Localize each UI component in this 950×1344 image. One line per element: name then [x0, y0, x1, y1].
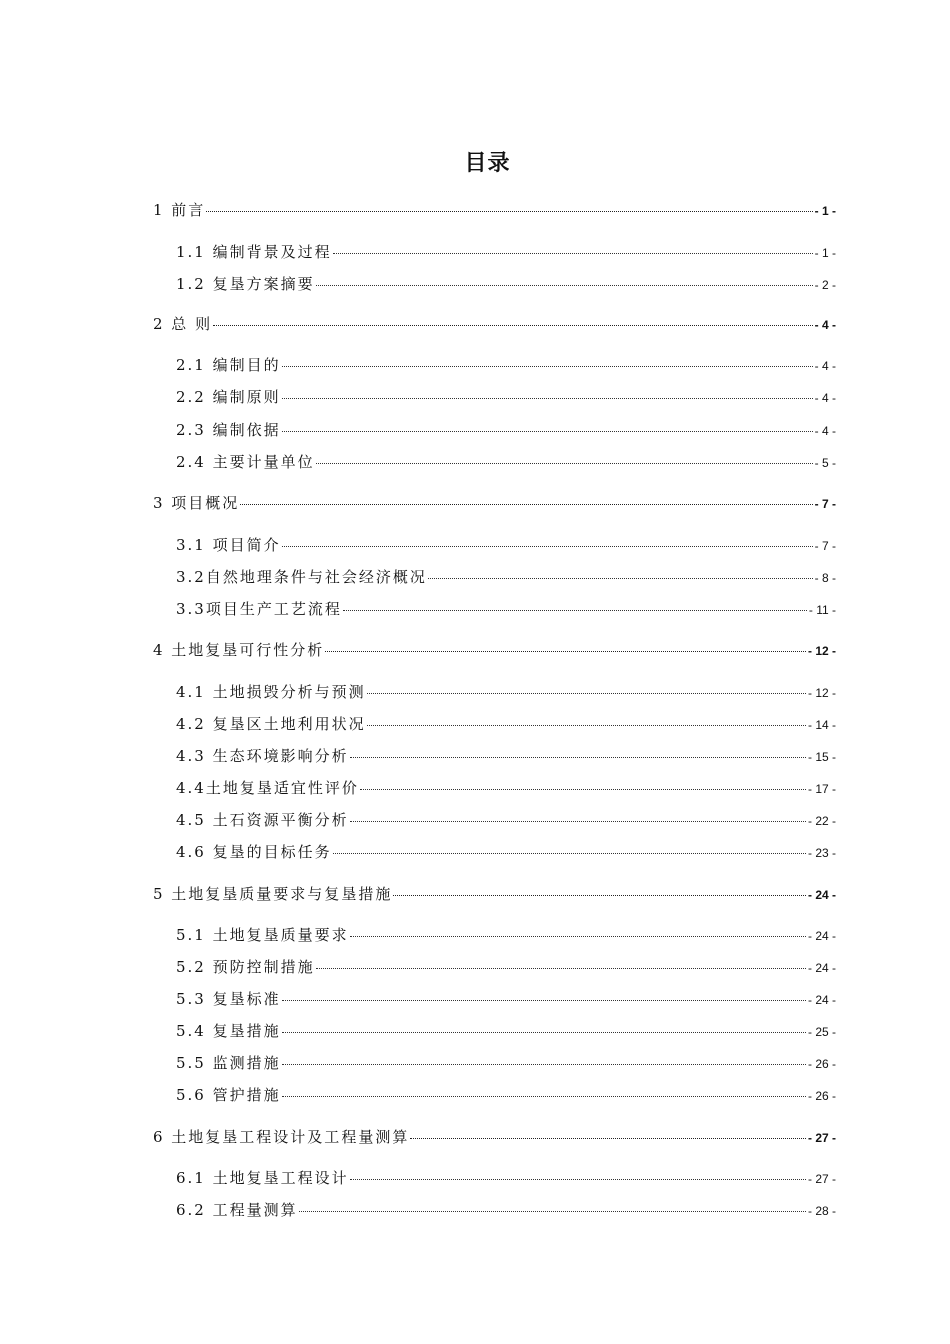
toc-dot-leader: [206, 210, 812, 212]
toc-page-number: - 12 -: [807, 686, 836, 700]
toc-dot-leader: [240, 503, 812, 505]
toc-section-entry[interactable]: [176, 776, 836, 800]
toc-page-number: - 12 -: [807, 644, 836, 658]
toc-page-number: - 1 -: [814, 204, 836, 218]
toc-page-number: - 15 -: [807, 750, 836, 764]
toc-page-number: - 27 -: [807, 1172, 836, 1186]
toc-dot-leader: [282, 999, 806, 1001]
toc-section-entry[interactable]: [176, 1083, 836, 1107]
toc-section-entry[interactable]: [176, 1166, 836, 1190]
toc-entry-label: 1.2 复垦方案摘要: [176, 275, 315, 293]
toc-page-number: - 1 -: [814, 246, 836, 260]
toc-entry-label: 6.2 工程量测算: [176, 1201, 298, 1219]
toc-section-entry[interactable]: [176, 272, 836, 296]
toc-page-number: - 23 -: [807, 846, 836, 860]
toc-section-entry[interactable]: [176, 923, 836, 947]
toc-section-entry[interactable]: [176, 597, 836, 621]
toc-section-entry[interactable]: [176, 744, 836, 768]
toc-dot-leader: [428, 577, 813, 579]
toc-entry-label: 2.4 主要计量单位: [176, 453, 315, 471]
toc-chapter-entry[interactable]: [153, 1125, 836, 1149]
toc-title: 目录: [464, 151, 511, 176]
toc-page-number: - 7 -: [814, 539, 836, 553]
toc-dot-leader: [282, 365, 813, 367]
toc-chapter-entry[interactable]: [153, 198, 836, 222]
toc-entry-label: 4.5 土石资源平衡分析: [176, 811, 349, 829]
toc-dot-leader: [360, 788, 806, 790]
toc-section-entry[interactable]: [176, 712, 836, 736]
toc-section-entry[interactable]: [176, 240, 836, 264]
toc-entry-label: 1 前言: [153, 201, 206, 219]
toc-section-entry[interactable]: [176, 840, 836, 864]
toc-chapter-entry[interactable]: [153, 882, 836, 906]
toc-entry-label: 5.2 预防控制措施: [176, 958, 315, 976]
toc-entry-label: 6 土地复垦工程设计及工程量测算: [153, 1128, 410, 1146]
toc-chapter-entry[interactable]: [153, 312, 836, 336]
toc-entry-label: 5.4 复垦措施: [176, 1022, 281, 1040]
toc-dot-leader: [282, 1031, 806, 1033]
toc-entry-label: 6.1 土地复垦工程设计: [176, 1169, 349, 1187]
toc-entry-label: 4.3 生态环境影响分析: [176, 747, 349, 765]
toc-section-entry[interactable]: [176, 1019, 836, 1043]
toc-entry-label: 5 土地复垦质量要求与复垦措施: [153, 885, 393, 903]
toc-page-number: - 11 -: [808, 603, 836, 617]
toc-dot-leader: [367, 724, 806, 726]
toc-page-number: - 4 -: [814, 359, 836, 373]
toc-section-entry[interactable]: [176, 1198, 836, 1222]
toc-page-number: - 4 -: [814, 318, 836, 332]
toc-chapter-entry[interactable]: [153, 638, 836, 662]
toc-section-entry[interactable]: [176, 1051, 836, 1075]
toc-entry-label: 2 总 则: [153, 315, 213, 333]
toc-dot-leader: [316, 462, 813, 464]
toc-section-entry[interactable]: [176, 533, 836, 557]
toc-page-number: - 5 -: [814, 456, 836, 470]
toc-dot-leader: [350, 820, 806, 822]
toc-section-entry[interactable]: [176, 955, 836, 979]
toc-entry-label: 5.3 复垦标准: [176, 990, 281, 1008]
toc-section-entry[interactable]: [176, 565, 836, 589]
toc-page-number: - 27 -: [807, 1131, 836, 1145]
toc-section-entry[interactable]: [176, 680, 836, 704]
toc-entry-label: 3 项目概况: [153, 494, 240, 512]
toc-entry-label: 3.1 项目简介: [176, 536, 281, 554]
toc-section-entry[interactable]: [176, 418, 836, 442]
toc-dot-leader: [367, 692, 806, 694]
toc-dot-leader: [213, 324, 813, 326]
toc-dot-leader: [299, 1210, 806, 1212]
toc-dot-leader: [282, 430, 813, 432]
toc-dot-leader: [325, 650, 806, 652]
toc-dot-leader: [282, 545, 813, 547]
toc-section-entry[interactable]: [176, 353, 836, 377]
toc-dot-leader: [350, 1178, 806, 1180]
toc-page-number: - 24 -: [807, 888, 836, 902]
toc-entry-label: 4.6 复垦的目标任务: [176, 843, 332, 861]
toc-entry-label: 3.3项目生产工艺流程: [176, 600, 342, 618]
toc-entry-label: 4.2 复垦区土地利用状况: [176, 715, 366, 733]
toc-dot-leader: [350, 756, 806, 758]
toc-entry-label: 4 土地复垦可行性分析: [153, 641, 325, 659]
toc-page-number: - 17 -: [807, 782, 836, 796]
toc-section-entry[interactable]: [176, 987, 836, 1011]
toc-dot-leader: [343, 609, 807, 611]
toc-dot-leader: [333, 252, 813, 254]
toc-entry-label: 4.1 土地损毁分析与预测: [176, 683, 366, 701]
toc-section-entry[interactable]: [176, 450, 836, 474]
toc-page-number: - 4 -: [814, 391, 836, 405]
toc-chapter-entry[interactable]: [153, 491, 836, 515]
toc-section-entry[interactable]: [176, 385, 836, 409]
toc-dot-leader: [410, 1137, 806, 1139]
toc-page-number: - 14 -: [807, 718, 836, 732]
toc-dot-leader: [282, 1063, 806, 1065]
toc-dot-leader: [333, 852, 806, 854]
toc-dot-leader: [350, 935, 806, 937]
toc-page-number: - 24 -: [807, 929, 836, 943]
toc-page-number: - 24 -: [807, 961, 836, 975]
toc-entry-label: 2.2 编制原则: [176, 388, 281, 406]
toc-dot-leader: [282, 397, 813, 399]
toc-entry-label: 1.1 编制背景及过程: [176, 243, 332, 261]
toc-page-number: - 28 -: [807, 1204, 836, 1218]
toc-entry-label: 2.3 编制依据: [176, 421, 281, 439]
toc-entry-label: 5.5 监测措施: [176, 1054, 281, 1072]
toc-page-number: - 8 -: [814, 571, 836, 585]
toc-entry-label: 5.6 管护措施: [176, 1086, 281, 1104]
toc-dot-leader: [316, 284, 813, 286]
toc-page-number: - 7 -: [814, 497, 836, 511]
toc-page-number: - 24 -: [807, 993, 836, 1007]
toc-entry-label: 2.1 编制目的: [176, 356, 281, 374]
toc-page-number: - 26 -: [807, 1057, 836, 1071]
toc-dot-leader: [393, 894, 806, 896]
toc-page-number: - 4 -: [814, 424, 836, 438]
toc-entry-label: 4.4土地复垦适宜性评价: [176, 779, 359, 797]
toc-entry-label: 5.1 土地复垦质量要求: [176, 926, 349, 944]
toc-page-number: - 26 -: [807, 1089, 836, 1103]
toc-dot-leader: [316, 967, 806, 969]
toc-entry-label: 3.2自然地理条件与社会经济概况: [176, 568, 427, 586]
toc-page-number: - 2 -: [814, 278, 836, 292]
toc-page-number: - 25 -: [807, 1025, 836, 1039]
toc-page-number: - 22 -: [807, 814, 836, 828]
toc-section-entry[interactable]: [176, 808, 836, 832]
toc-dot-leader: [282, 1095, 806, 1097]
